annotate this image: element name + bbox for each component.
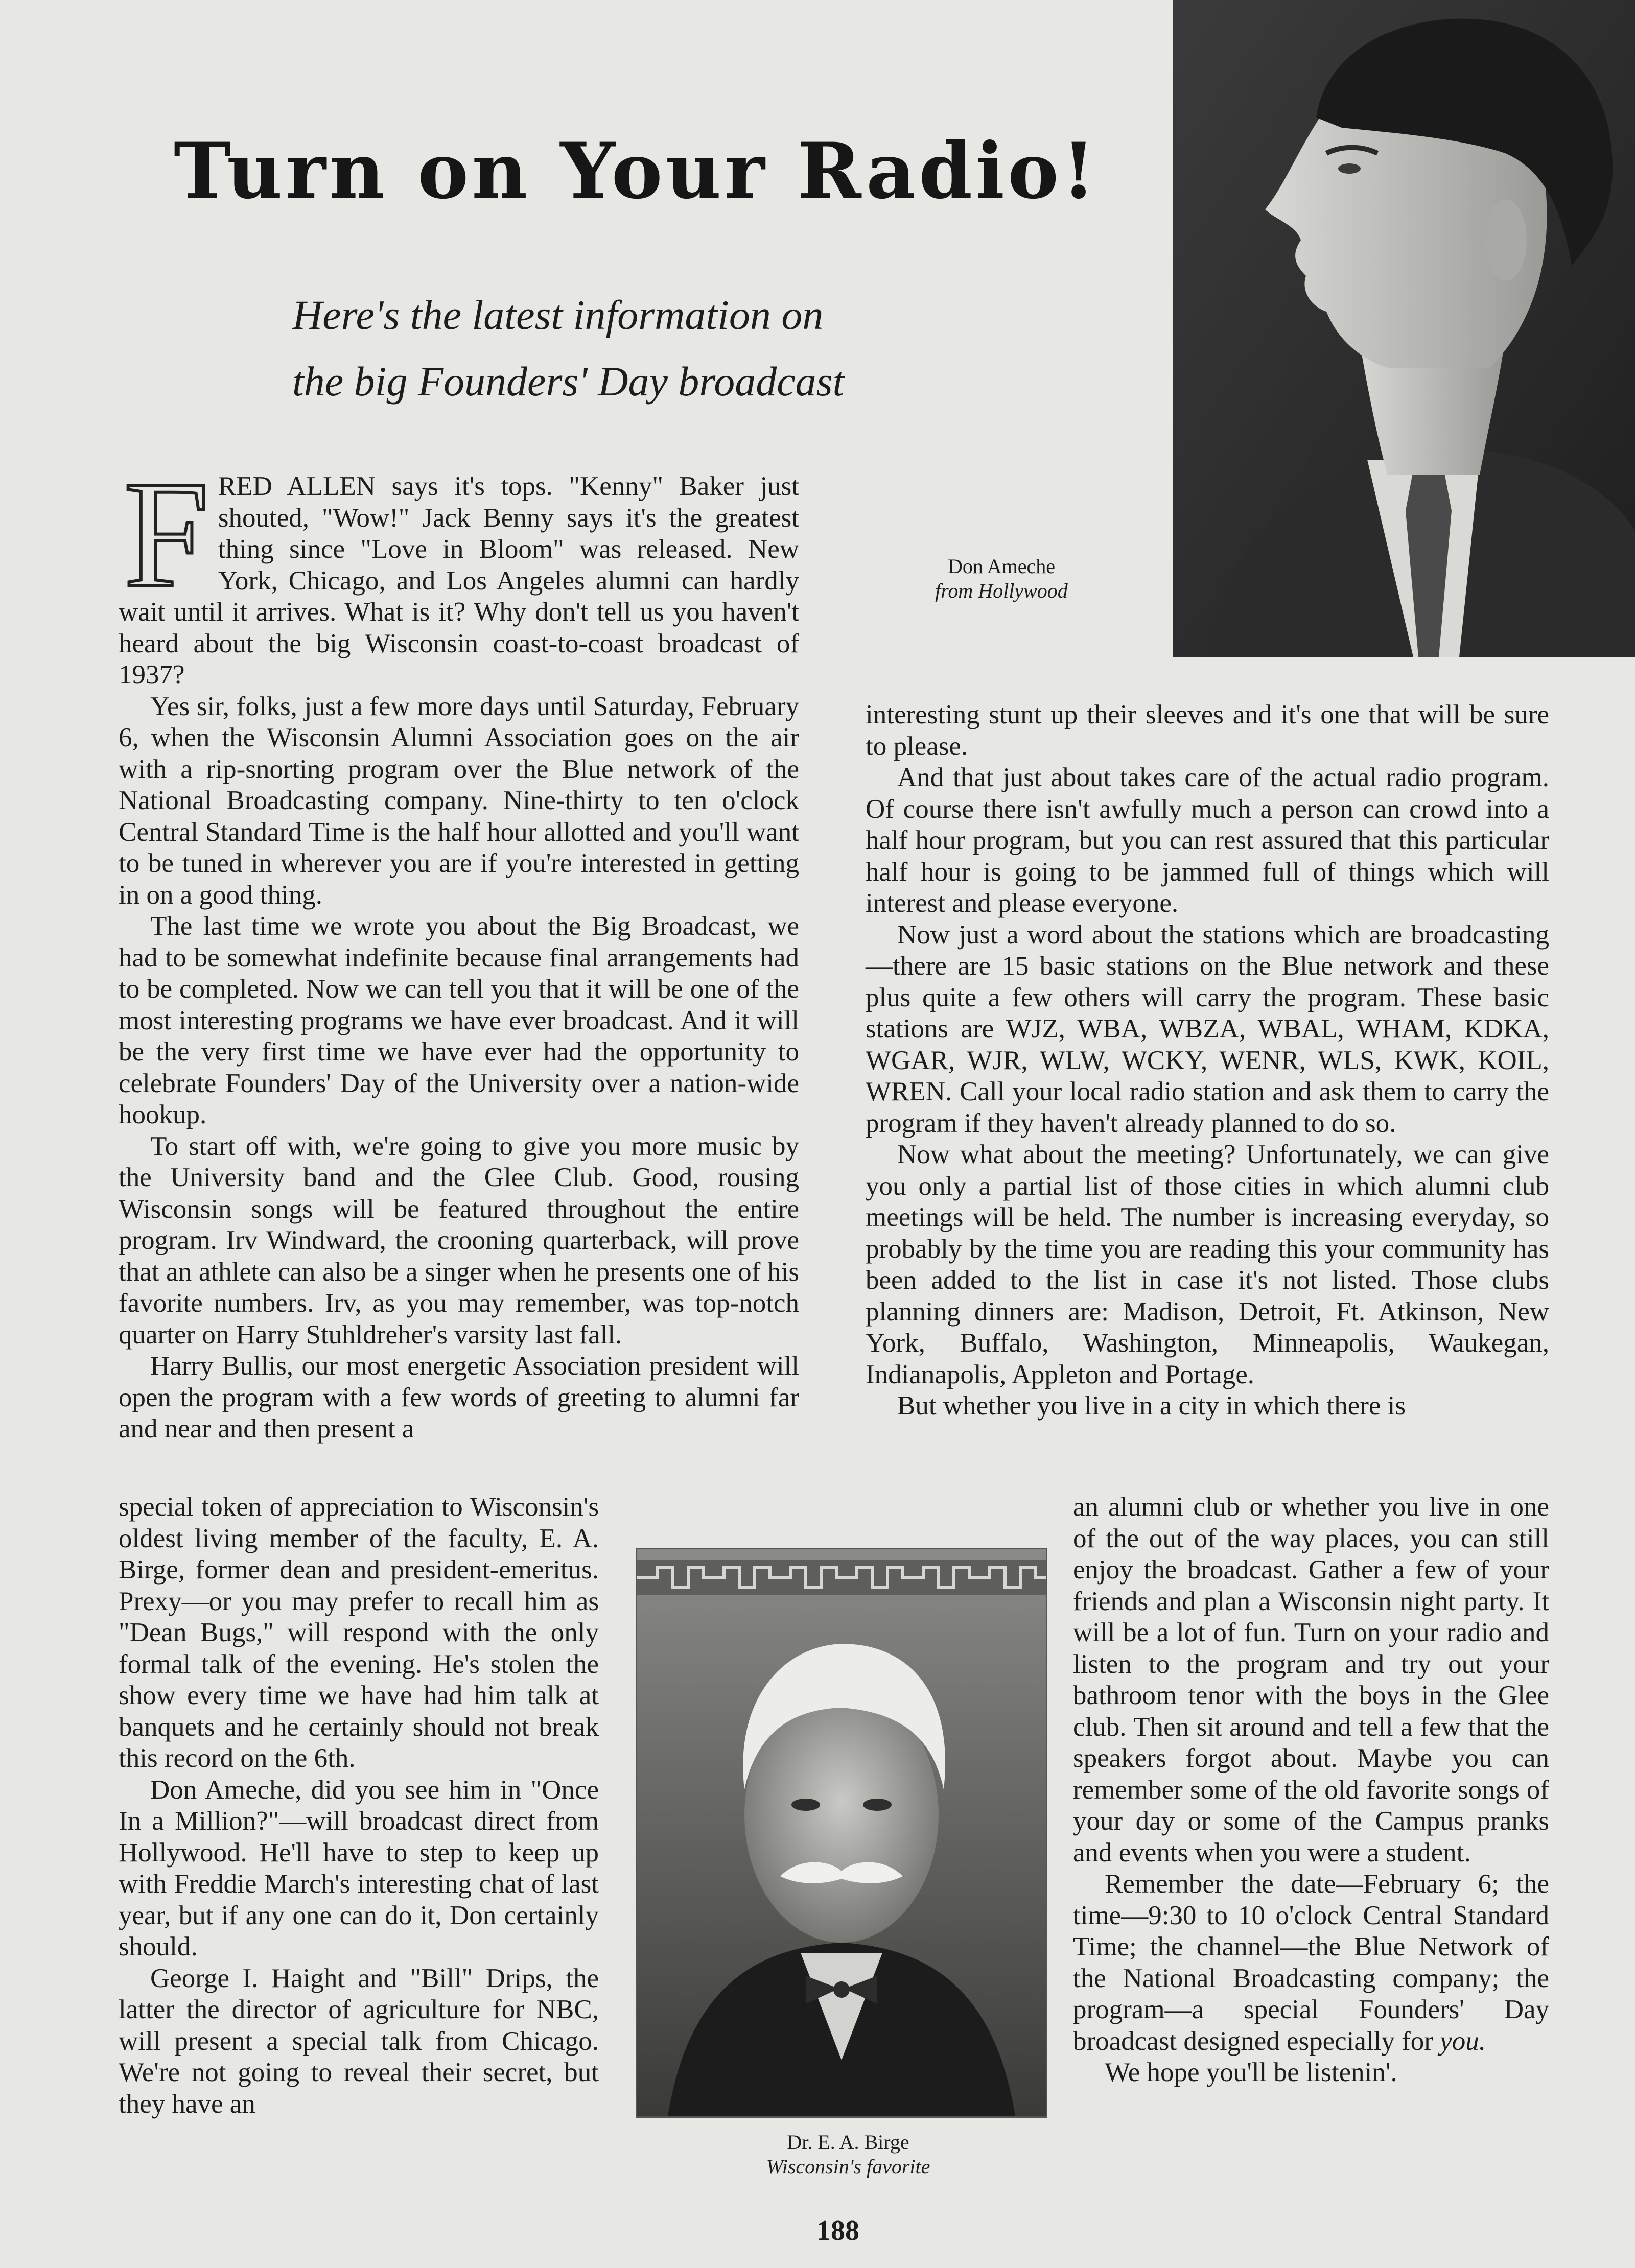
article-column-2-narrow — [1073, 1492, 1549, 2089]
birge-portrait-illustration — [637, 1549, 1046, 2116]
article-column-2 — [866, 699, 1549, 1422]
caption-birge-name: Dr. E. A. Birge — [787, 2131, 909, 2154]
caption-ameche-name: Don Ameche — [948, 555, 1055, 578]
paragraph-9: And that just about takes care of the actual radio program. Of course there isn't awfully much a person can crowd into a half hour program, but you can rest assured that this particular half hour is going to be jammed full of things which will interest and please everyone. — [866, 763, 1549, 918]
caption-birge-sub: Wisconsin's favorite — [766, 2155, 930, 2178]
paragraph-13 — [1073, 1869, 1549, 2057]
paragraph-12: But whether you live in a city in which there is — [897, 1391, 1406, 1421]
drop-cap: F — [124, 450, 209, 619]
article-column-1-narrow — [119, 1492, 599, 2120]
paragraph-4: To start off with, we're going to give you more music by the University band and the Glee Club. Good, rousing Wisconsin songs will be featured throughout the entire program. Irv Windward, the crooning quarterback, will prove that an athlete can also be a singer when he presents one of his favorite numbers. Irv, as you may remember, was top-notch quarter on Harry Stuhldreher's varsity last fall. — [119, 1131, 799, 1350]
paragraph-1 — [119, 450, 799, 691]
page-number: 188 — [816, 2215, 859, 2247]
paragraph-14: We hope you'll be listenin'. — [1105, 2058, 1397, 2087]
photo-ea-birge — [636, 1548, 1047, 2118]
caption-birge — [690, 2130, 1007, 2179]
paragraph-8: interesting stunt up their sleeves and it's one that will be sure to please. — [866, 700, 1549, 761]
caption-ameche — [889, 554, 1114, 603]
article-column-1 — [119, 450, 799, 1445]
paragraph-11: Now what about the meeting? Unfortunately, we can give you only a partial list of those cities in which alumni club meetings will be held. The number is increasing everyday, so probably by the time you are reading this your community has been added to the list in case it's not listed. Those clubs planning dinners are: Madison, Detroit, Ft. Atkinson, New York, Buffalo, Washington, Minneapolis, Waukegan, Indianapolis, Appleton and Portage. — [866, 1140, 1549, 1389]
paragraph-10: Now just a word about the stations which are broadcasting—there are 15 basic stations on the Blue network and these plus quite a few others will carry the program. These basic stations are WJZ, WBA, WBZA, WBAL, WHAM, KDKA, WGAR, WJR, WLW, WCKY, WENR, WLS, KWK, KOIL, WREN. Call your local radio station and ask them to carry the program if they haven't already planned to do so. — [866, 919, 1549, 1138]
article-title: Turn on Your Radio! — [174, 126, 1099, 216]
paragraph-2: Yes sir, folks, just a few more days until Saturday, February 6, when the Wisconsin Alumni Association goes on the air with a rip-snorting program over the Blue network of the National Broadcasting company. Nine-thirty to ten o'clock Central Standard Time is the half hour allotted and you'll want to be tuned in wherever you are if you're interested in getting in on a good thing. — [119, 691, 799, 910]
paragraph-6: Don Ameche, did you see him in "Once In a Million?"—will broadcast direct from Hollywood. He'll have to step to keep up with Freddie March's interesting chat of last year, but if any one can do it, Don certainly should. — [119, 1775, 599, 1962]
paragraph-5-cont: special token of appreciation to Wisconsin's oldest living member of the faculty, E. A. Birge, former dean and president-emeritus. Prexy—or you may prefer to recall him as "Dean Bugs," will respond with the only formal talk of the evening. He's stolen the show every time we have had him talk at banquets and he certainly should not break this record on the 6th. — [119, 1492, 599, 1773]
subtitle-line-2: the big Founders' Day broadcast — [292, 358, 845, 405]
photo-don-ameche — [1173, 0, 1635, 657]
paragraph-3: The last time we wrote you about the Big Broadcast, we had to be somewhat indefinite because final arrangements had to be completed. Now we can tell you that it will be one of the most interesting programs we have ever broadcast. And it will be the very first time we have ever had the opportunity to celebrate Founders' Day of the University over a nation-wide hookup. — [119, 911, 799, 1129]
caption-ameche-sub: from Hollywood — [935, 579, 1068, 602]
paragraph-7: George I. Haight and "Bill" Drips, the latter the director of agriculture for NBC, will present a special talk from Chicago. We're not going to reveal their secret, but they have an — [119, 1963, 599, 2119]
paragraph-13-text: Remember the date—February 6; the time—9:30 to 10 o'clock Central Standard Time; the channel—the Blue Network of the National Broadcasting company; the program—a special Founders' Day broadcast designed especially for — [1073, 1869, 1549, 2056]
ameche-portrait-illustration — [1173, 0, 1635, 657]
paragraph-12-cont: an alumni club or whether you live in one of the out of the way places, you can still enjoy the broadcast. Gather a few of your friends and plan a Wisconsin night party. It will be a lot of fun. Turn on your radio and listen to the program and try out your bathroom tenor with the boys in the Glee club. Then sit around and tell a few that the speakers forgot about. Maybe you can remember some of the old favorite songs of your day or some of the Campus pranks and events when you were a student. — [1073, 1492, 1549, 1868]
paragraph-5: Harry Bullis, our most energetic Association president will open the program with a few words of greeting to alumni far and near and then present a — [119, 1351, 799, 1444]
paragraph-1-text: RED ALLEN says it's tops. "Kenny" Baker just shouted, "Wow!" Jack Benny says it's the greatest thing since "Love in Bloom" was released. New York, Chicago, and Los Angeles alumni can hardly wait until it arrives. What is it? Why don't tell us you haven't heard about the big Wisconsin coast-to-coast broadcast of 1937? — [119, 471, 799, 690]
paragraph-13-emphasis: you. — [1440, 2026, 1486, 2056]
subtitle-line-1: Here's the latest information on — [292, 292, 824, 338]
